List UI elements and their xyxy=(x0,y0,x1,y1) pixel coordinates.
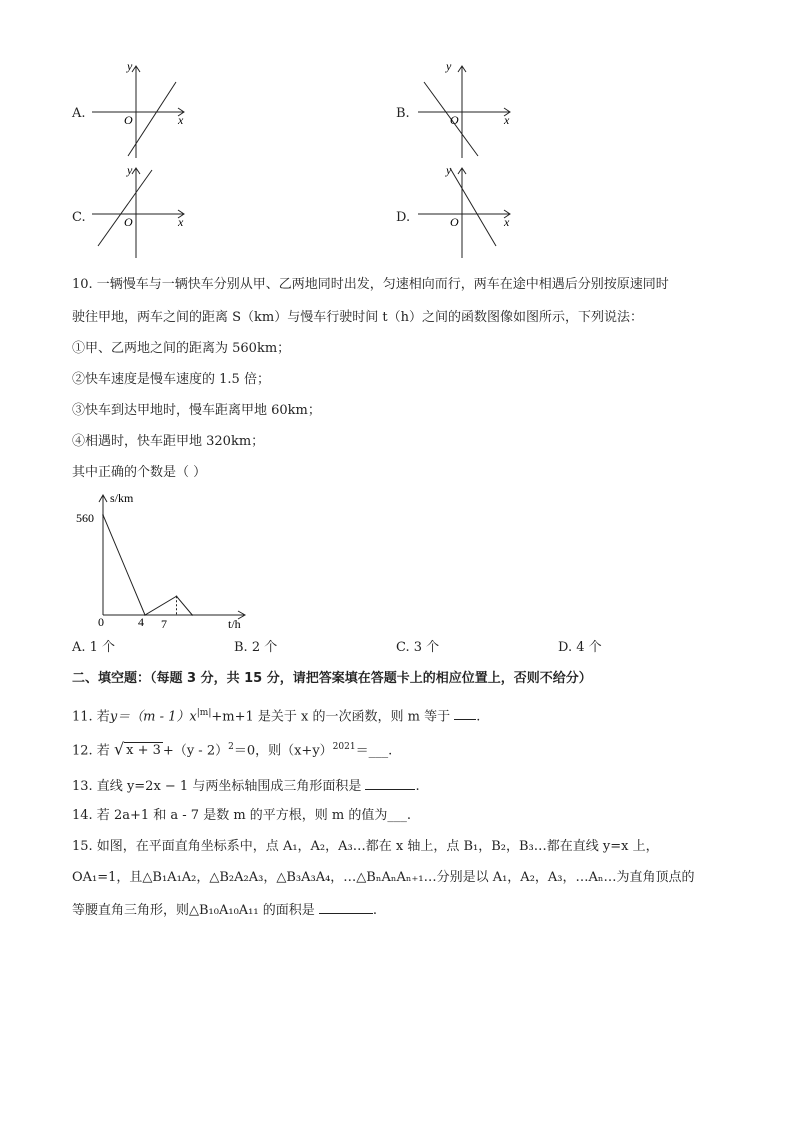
q10-statement-4: ④相遇时，快车距甲地 320km； xyxy=(72,434,265,449)
svg-text:x: x xyxy=(504,113,510,127)
q14: 14. 若 2a+1 和 a - 7 是数 m 的平方根，则 m 的值为___. xyxy=(72,808,412,823)
distance-time-chart xyxy=(72,490,262,632)
q11-answer-blank[interactable] xyxy=(454,707,476,720)
svg-text:y: y xyxy=(127,164,133,177)
svg-text:O: O xyxy=(450,215,459,229)
graph-c xyxy=(88,164,192,260)
svg-text:O: O xyxy=(124,215,133,229)
graph-a-y-label: y xyxy=(127,60,133,73)
option-c[interactable] xyxy=(72,164,192,260)
x-tick-0: 0 xyxy=(98,615,104,629)
q12: 12. 若 √ x + 3 +（y - 2）$^2$＝0，则$(x+y)^{2021}=\_\_\_$. xyxy=(72,739,393,759)
data-point-1 xyxy=(144,614,146,616)
series-line xyxy=(103,515,192,615)
option-c-label: C. xyxy=(72,210,86,225)
option-a-label: A. xyxy=(72,106,86,121)
graph-a-origin: O xyxy=(124,113,133,127)
svg-text:y: y xyxy=(446,164,452,177)
svg-text:x: x xyxy=(178,215,184,229)
q10-stem-line1: 10. 一辆慢车与一辆快车分别从甲、乙两地同时出发，匀速相向而行，两车在途中相遇后分别按原速同时 xyxy=(72,277,669,292)
q15-line1: 15. 如图，在平面直角坐标系中，点 A₁，A₂，A₃…都在 x 轴上，点 B₁，B₂，B₃…都在直线 y=x 上， xyxy=(72,839,659,854)
x-tick-4: 4 xyxy=(138,615,144,629)
q15-line3: 等腰直角三角形，则△B₁₀A₁₀A₁₁ 的面积是 . xyxy=(72,903,378,918)
q10-stem-line2: 驶往甲地，两车之间的距离 S（km）与慢车行驶时间 t（h）之间的函数图像如图所示，下列说法： xyxy=(72,310,643,325)
section-heading: 二、填空题：（每题 3 分，共 15 分，请把答案填在答题卡上的相应位置上，否则不给分） xyxy=(72,671,592,686)
svg-text:x: x xyxy=(504,215,510,229)
data-point-3 xyxy=(191,614,193,616)
x-axis-label: t/h xyxy=(228,617,241,631)
y-axis-label: s/km xyxy=(110,491,134,505)
q10-statement-2: ②快车速度是慢车速度的 1.5 倍； xyxy=(72,372,270,387)
svg-text:O: O xyxy=(450,113,459,127)
option-b-label: B. xyxy=(396,106,410,121)
q10-statement-3: ③快车到达甲地时，慢车距离甲地 60km； xyxy=(72,403,321,418)
option-a[interactable] xyxy=(72,60,192,160)
graph-d xyxy=(414,164,520,260)
q10-question: 其中正确的个数是（ ） xyxy=(72,465,207,480)
graph-a-x-label: x xyxy=(178,113,184,127)
choice-d[interactable]: D. 4 个 xyxy=(558,640,602,655)
choice-a[interactable]: A. 1 个 xyxy=(72,640,116,655)
option-d[interactable] xyxy=(396,164,520,260)
q15-answer-blank[interactable] xyxy=(319,901,373,914)
svg-text:y: y xyxy=(446,60,452,73)
choice-c[interactable]: C. 3 个 xyxy=(396,640,440,655)
option-d-label: D. xyxy=(396,210,411,225)
y-tick-560: 560 xyxy=(76,511,94,525)
sqrt-symbol: √ xyxy=(113,739,125,759)
q13: 13. 直线 y=2x − 1 与两坐标轴围成三角形面积是 . xyxy=(72,779,420,794)
q15-line2: OA₁=1，且△B₁A₁A₂，△B₂A₂A₃，△B₃A₃A₄，…△BₙAₙAₙ₊₁…分别是以 A₁，A₂，A₃，…Aₙ…为直角顶点的 xyxy=(72,870,695,885)
option-b[interactable] xyxy=(396,60,520,160)
sqrt-radicand: x + 3 xyxy=(126,743,161,759)
q10-statement-1: ①甲、乙两地之间的距离为 560km； xyxy=(72,341,291,356)
graph-a xyxy=(88,60,192,160)
q11: 11. 若$y=(m - 1)x^{|m|}+m+1$ 是关于 x 的一次函数，则 m 等于 . xyxy=(72,708,481,725)
choice-b[interactable]: B. 2 个 xyxy=(234,640,278,655)
graph-b xyxy=(414,60,520,160)
data-point-0 xyxy=(102,514,104,516)
q13-answer-blank[interactable] xyxy=(365,777,415,790)
x-tick-7: 7 xyxy=(161,617,167,631)
